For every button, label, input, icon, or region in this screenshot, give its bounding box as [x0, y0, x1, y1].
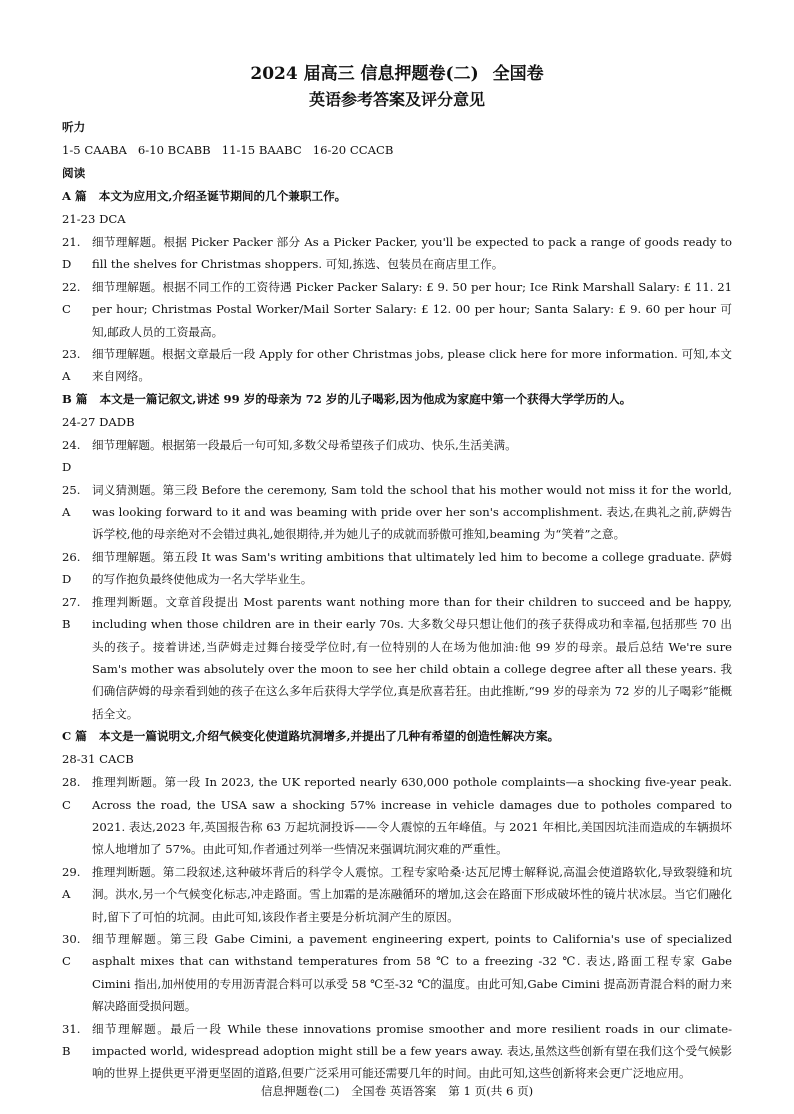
answer-sheet-page [62, 62, 732, 1085]
footer-exam-name: 信息押题卷(二) [260, 1084, 340, 1098]
footer-subject: 全国卷 英语答案 [351, 1084, 437, 1098]
question-explanation: 推理判断题。第二段叙述,这种破坏背后的科学令人震惊。工程专家哈桑·达瓦尼博士解释说,高温会使道路软化,导致裂缝和坑洞。洪水,另一个气候变化标志,冲走路面。雪上加霜的是冻融循环的增加,这会在路面下形成破坏性的镜片状冰层。当它们融化时,留下了可怕的坑洞。由此可知,该段作者主要是分析坑洞产生的原因。 [92, 864, 732, 924]
reading-heading: 阅读 [62, 166, 86, 180]
question-30 [62, 928, 732, 1018]
document-subtitle: 英语参考答案及评分意见 [308, 90, 485, 109]
passage-b-label: B 篇 [62, 391, 88, 406]
question-22 [62, 276, 732, 343]
question-25 [62, 479, 732, 546]
question-explanation: 细节理解题。最后一段 While these innovations promise smoother and more resilient roads in our climate-impacted world, widespread adoption might still be a few years away. 表达,虽然这些创新有望在我们这个受气候影响的世界上提供更平滑更坚固的道路,但要广泛采用可能还需要几年的时间。由此可知,这些创新将来会更广泛地应用。 [92, 1021, 732, 1081]
question-26 [62, 546, 732, 591]
question-number: 21. D [62, 235, 81, 272]
passage-a-summary: 本文为应用文,介绍圣诞节期间的几个兼职工作。 [98, 189, 347, 203]
question-number: 26. D [62, 549, 81, 587]
question-23 [62, 343, 732, 388]
question-explanation: 细节理解题。根据不同工作的工资待遇 Picker Packer Salary: £ 9. 50 per hour; Ice Rink Marshall Salary: £ 11. 21 per hour; Christmas Postal Worker/Mail Sorter Salary: £ 12. 00 per hour; Santa Salary: £ 9. 60 per hour 可知,邮政人员的工资最高。 [92, 279, 732, 339]
question-number: 30. C [62, 931, 81, 969]
page-footer [0, 1083, 794, 1099]
question-number: 23. A [62, 347, 81, 384]
question-24 [62, 434, 732, 479]
question-explanation: 推理判断题。文章首段提出 Most parents want nothing more than for their children to succeed and be happy, including when those children are in their early 70s. 大多数父母只想让他们的孩子获得成功和幸福,包括那些 70 出头的孩子。接着讲述,当萨姆走过舞台接受学位时,有一位特别的人在场为他加油:他 99 岁的母亲。最后总结 We're sure Sam's mother was absolutely over the moon to see her child obtain a college degree after all these years. 我们确信萨姆的母亲看到她的孩子在这么多年后获得大学学位,真是欣喜若狂。由此推断,“99 岁的母亲为 72 岁的儿子喝彩”能概括全文。 [92, 594, 732, 721]
listening-answers: 1-5 CAABA 6-10 BCABB 11-15 BAABC 16-20 CCACB [62, 143, 394, 157]
question-number: 22. C [62, 279, 81, 317]
title-exam-name: 2024 届高三 信息押题卷(二) [250, 64, 479, 84]
passage-c-summary: 本文是一篇说明文,介绍气候变化使道路坑洞增多,并提出了几种有希望的创造性解决方案。 [98, 729, 560, 744]
question-explanation: 词义猜测题。第三段 Before the ceremony, Sam told the school that his mother would not miss it for the world, was looking forward to it and was beaming with pride over her son's accomplishment. 表达,在典礼之前,萨姆告诉学校,他的母亲绝对不会错过典礼,她很期待,并为她儿子的成就而骄傲可推知,beaming 为“笑着”之意。 [92, 482, 732, 542]
question-number: 29. A [62, 864, 81, 902]
question-explanation: 细节理解题。根据文章最后一段 Apply for other Christmas jobs, please click here for more information. 可知,本文来自网络。 [92, 347, 732, 384]
question-21 [62, 231, 732, 276]
footer-page-number: 第 1 页(共 6 页) [448, 1084, 534, 1098]
passage-a-answers: 21-23 DCA [62, 212, 126, 226]
passage-a-label: A 篇 [62, 189, 87, 203]
question-number: 31. B [62, 1021, 81, 1058]
passage-c-label: C 篇 [62, 729, 87, 744]
question-explanation: 细节理解题。根据第一段最后一句可知,多数父母希望孩子们成功、快乐,生活美满。 [92, 437, 517, 452]
passage-c-header [62, 725, 732, 748]
question-number: 27. B [62, 594, 81, 632]
question-28 [62, 771, 732, 861]
document-title [62, 62, 732, 86]
listening-heading: 听力 [62, 120, 86, 134]
question-explanation: 推理判断题。第一段 In 2023, the UK reported nearly 630,000 pothole complaints—a shocking five-year peak. Across the road, the USA saw a shocking 57% increase in vehicle damages due to potholes compared to 2021. 表达,2023 年,英国报告称 63 万起坑洞投诉——令人震惊的五年峰值。与 2021 年相比,美国因坑洼而造成的车辆损坏惊人地增加了 57%。由此可知,作者通过列举一些情况来强调坑洞灾难的严重性。 [92, 775, 732, 857]
question-number: 24. D [62, 437, 81, 475]
question-31 [62, 1018, 732, 1085]
passage-b-summary: 本文是一篇记叙文,讲述 99 岁的母亲为 72 岁的儿子喝彩,因为他成为家庭中第一个获得大学学历的人。 [99, 391, 632, 406]
question-explanation: 细节理解题。第五段 It was Sam's writing ambitions that ultimately led him to become a college graduate. 萨姆的写作抱负最终使他成为一名大学毕业生。 [92, 549, 732, 587]
question-29 [62, 861, 732, 928]
question-explanation: 细节理解题。根据 Picker Packer 部分 As a Picker Packer, you'll be expected to pack a range of goods ready to fill the shelves for Christmas shoppers. 可知,拣选、包装员在商店里工作。 [92, 235, 732, 272]
passage-a-header [62, 185, 732, 208]
title-region: 全国卷 [492, 64, 544, 84]
question-number: 28. C [62, 775, 81, 812]
passage-b-header [62, 388, 732, 411]
passage-b-answers: 24-27 DADB [62, 414, 135, 429]
question-explanation: 细节理解题。第三段 Gabe Cimini, a pavement engineering expert, points to California's use of specialized asphalt mixes that can withstand temperatures from 58 ℃ to a freezing -32 ℃. 表达,路面工程专家 Gabe Cimini 指出,加州使用的专用沥青混合料可以承受 58 ℃至-32 ℃的温度。由此可知,Gabe Cimini 提高沥青混合料的耐力来解决路面受损问题。 [92, 931, 732, 1014]
question-27 [62, 591, 732, 725]
passage-c-answers: 28-31 CACB [62, 752, 134, 767]
question-number: 25. A [62, 482, 81, 520]
